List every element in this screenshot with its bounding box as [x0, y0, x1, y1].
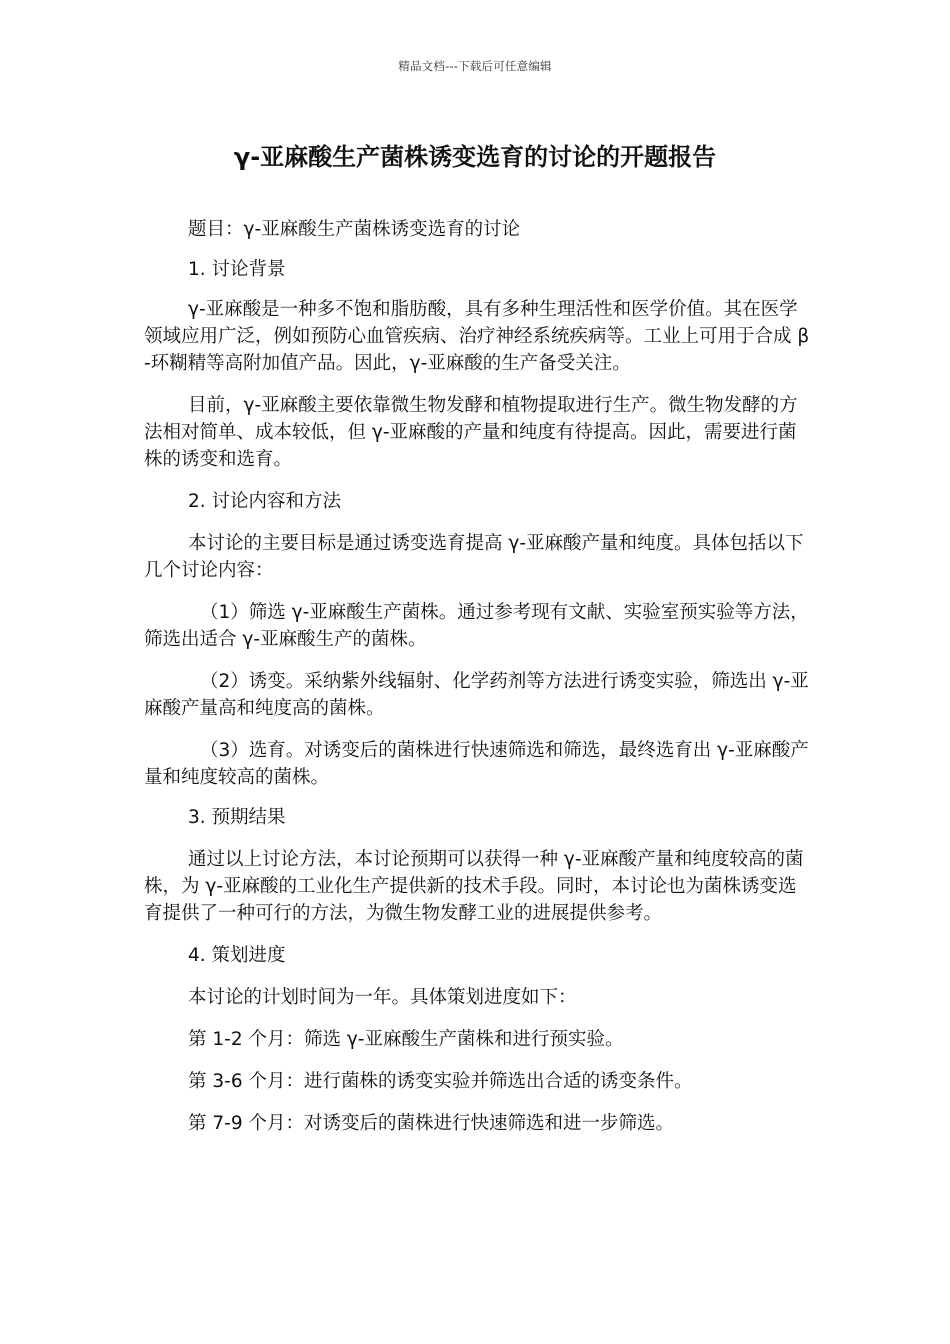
header-note: 精品文档---下载后可任意编辑 [398, 59, 552, 73]
document-body [144, 216, 812, 1137]
paragraph-background-2: 目前，γ-亚麻酸主要依靠微生物发酵和植物提取进行生产。微生物发酵的方法相对简单、成本较低，但 γ-亚麻酸的产量和纯度有待提高。因此，需要进行菌株的诱变和选育。 [144, 395, 798, 470]
section-heading-methods: 2. 讨论内容和方法 [188, 491, 342, 512]
topic-line: 题目：γ-亚麻酸生产菌株诱变选育的讨论 [188, 219, 521, 240]
paragraph-background-1: γ-亚麻酸是一种多不饱和脂肪酸，具有多种生理活性和医学价值。其在医学领域应用广泛，例如预防心血管疾病、治疗神经系统疾病等。工业上可用于合成 β-环糊精等高附加值产品。因此，γ-亚麻酸的生产备受关注。 [144, 299, 810, 374]
schedule-item-3: 第 7-9 个月：对诱变后的菌株进行快速筛选和进一步筛选。 [188, 1113, 674, 1134]
paragraph-methods-intro: 本讨论的主要目标是通过诱变选育提高 γ-亚麻酸产量和纯度。具体包括以下几个讨论内容： [144, 533, 804, 581]
list-item-mutagenesis: （2）诱变。采纳紫外线辐射、化学药剂等方法进行诱变实验，筛选出 γ-亚麻酸产量高和纯度高的菌株。 [144, 671, 809, 719]
schedule-item-1: 第 1-2 个月：筛选 γ-亚麻酸生产菌株和进行预实验。 [188, 1029, 624, 1050]
page-title: γ-亚麻酸生产菌株诱变选育的讨论的开题报告 [233, 143, 717, 171]
schedule-item-2: 第 3-6 个月：进行菌株的诱变实验并筛选出合适的诱变条件。 [188, 1071, 693, 1092]
paragraph-schedule-intro: 本讨论的计划时间为一年。具体策划进度如下： [188, 987, 577, 1008]
section-heading-background: 1. 讨论背景 [188, 259, 286, 280]
list-item-screening: （1）筛选 γ-亚麻酸生产菌株。通过参考现有文献、实验室预实验等方法，筛选出适合 γ-亚麻酸生产的菌株。 [144, 602, 809, 650]
list-item-selection: （3）选育。对诱变后的菌株进行快速筛选和筛选，最终选育出 γ-亚麻酸产量和纯度较高的菌株。 [144, 740, 809, 788]
section-heading-schedule: 4. 策划进度 [188, 945, 286, 966]
section-heading-results: 3. 预期结果 [188, 807, 286, 828]
paragraph-results: 通过以上讨论方法，本讨论预期可以获得一种 γ-亚麻酸产量和纯度较高的菌株，为 γ-亚麻酸的工业化生产提供新的技术手段。同时，本讨论也为菌株诱变选育提供了一种可行的方法，为微生物发酵工业的进展提供参考。 [144, 849, 804, 924]
